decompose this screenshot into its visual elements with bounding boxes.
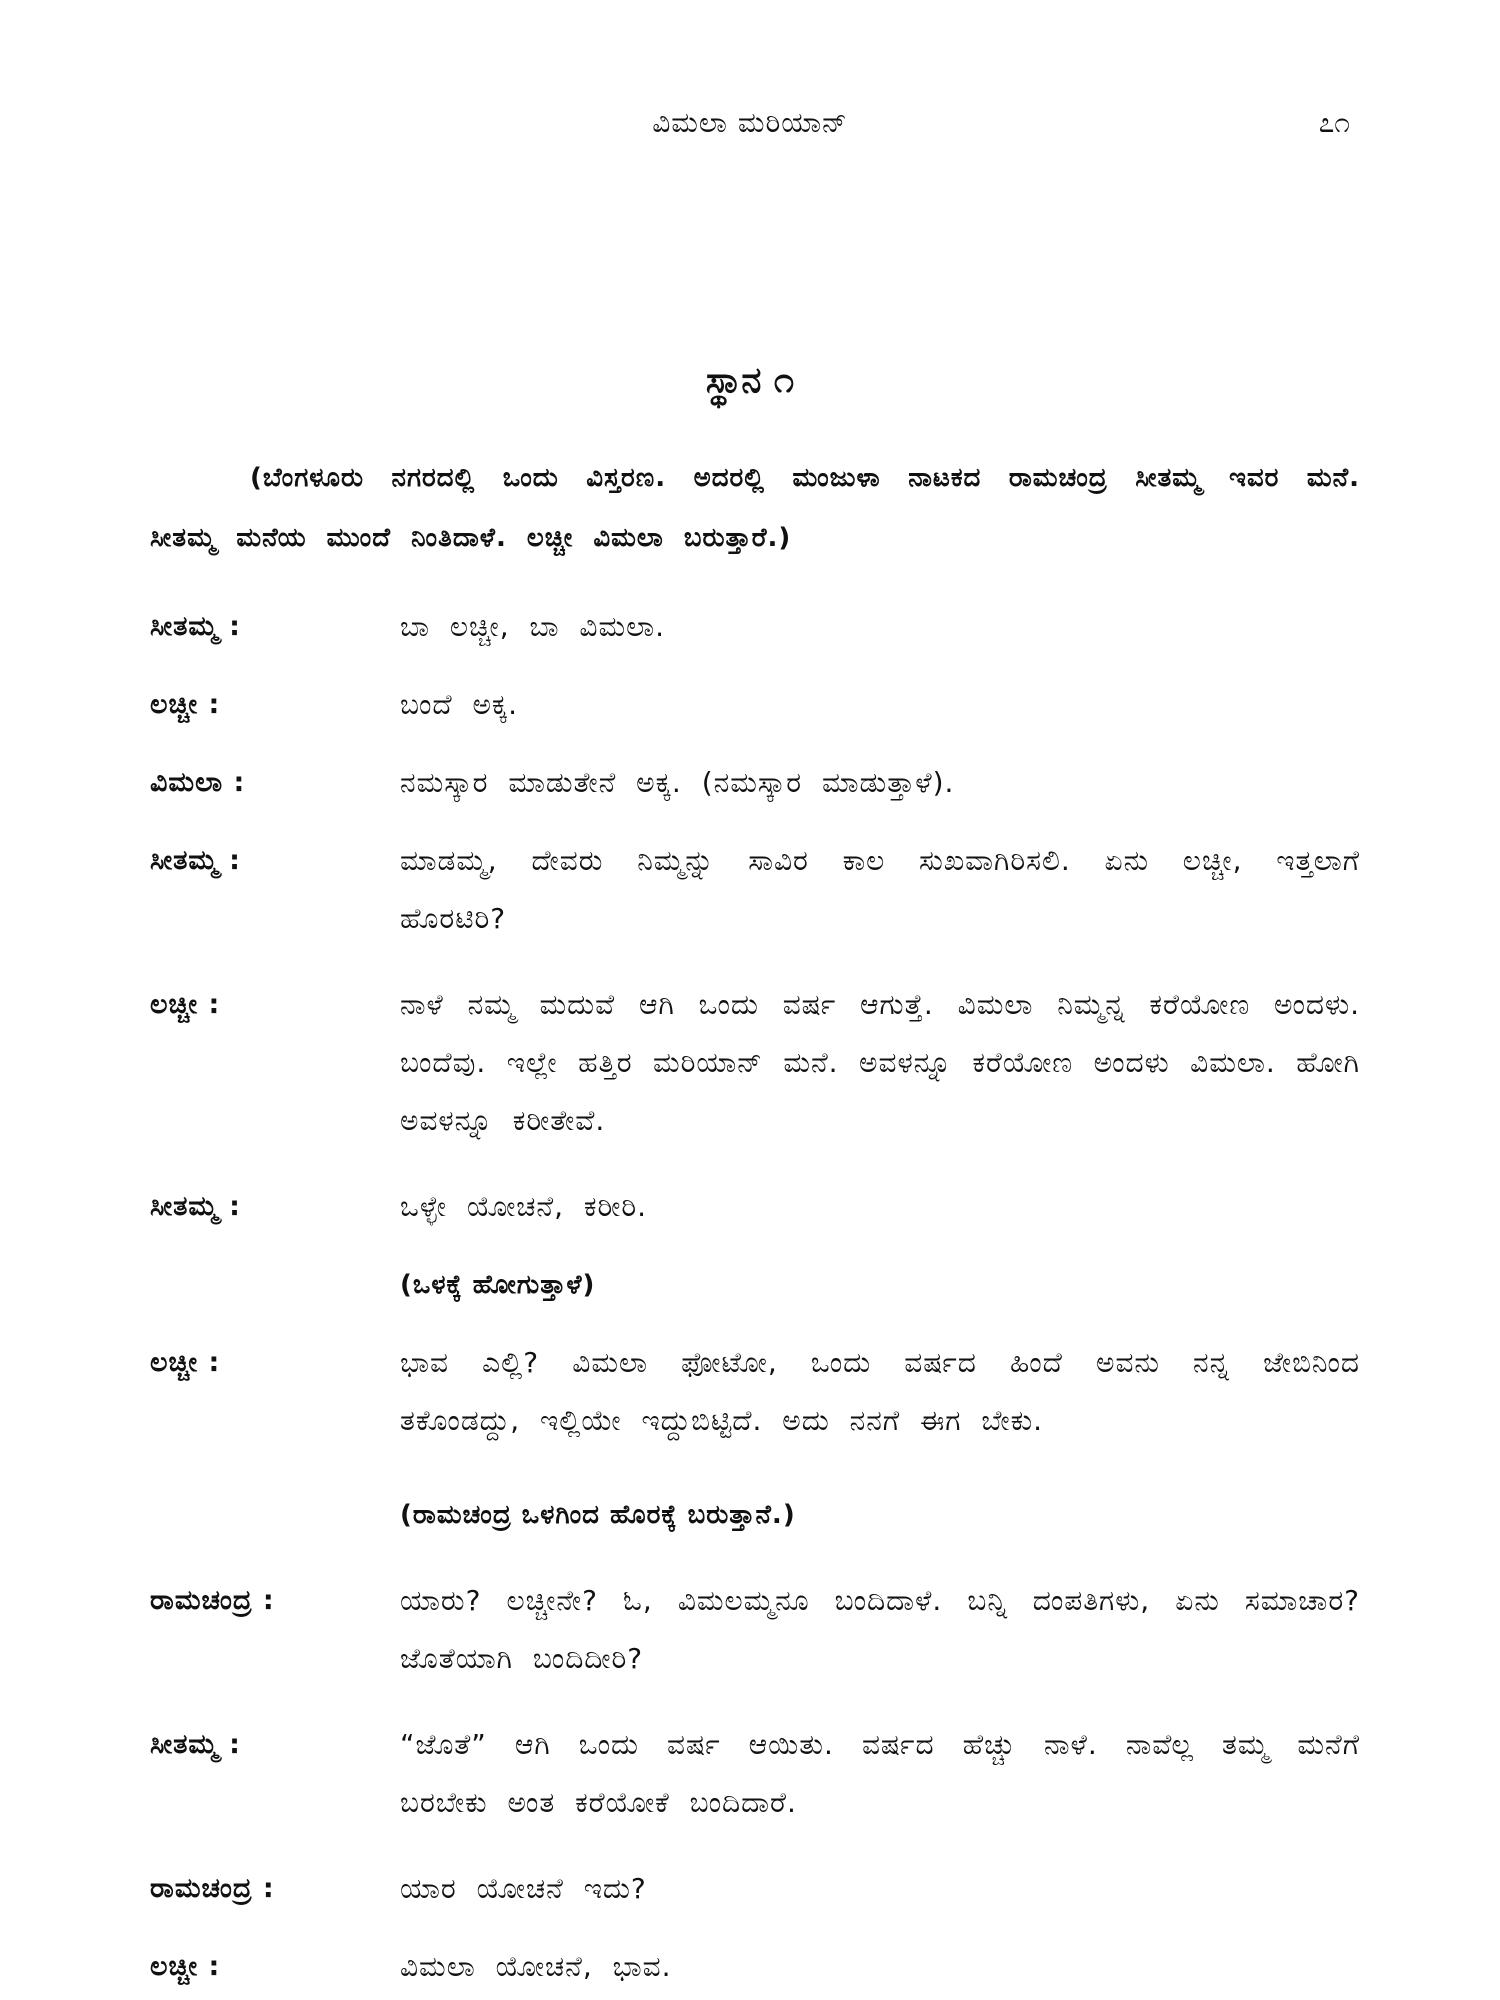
scene-title: ಸ್ಥಾನ ೧ xyxy=(705,360,795,401)
dialogue-row xyxy=(150,676,1360,734)
stage-direction-intro: (ಬೆಂಗಳೂರು ನಗರದಲ್ಲಿ ಒಂದು ವಿಸ್ತರಣ. ಅದರಲ್ಲಿ ಮಂಜುಳಾ ನಾಟಕದ ರಾಮಚಂದ್ರ ಸೀತಮ್ಮ ಇವರ ಮನೆ. ಸೀತಮ್ಮ ಮನೆಯ ಮುಂದೆ ನಿಂತಿದಾಳೆ. ಲಚ್ಚೀ ವಿಮಲಾ ಬರುತ್ತಾರೆ.) xyxy=(150,463,1360,553)
speaker-name: ರಾಮಚಂದ್ರ : xyxy=(150,1585,275,1616)
speaker-name: ರಾಮಚಂದ್ರ : xyxy=(150,1873,275,1904)
dialogue-row xyxy=(150,1938,1360,1996)
dialogue-line: ಬಂದೆ ಅಕ್ಕ. xyxy=(400,688,519,721)
dialogue-line: ಒಳ್ಳೇ ಯೋಚನೆ, ಕರೀರಿ. xyxy=(400,1190,648,1223)
dialogue-line: ನಮಸ್ಕಾರ ಮಾಡುತೇನೆ ಅಕ್ಕ. (ನಮಸ್ಕಾರ ಮಾಡುತ್ತಾಳೆ). xyxy=(400,766,955,799)
dialogue-line: ಯಾರ ಯೋಚನೆ ಇದು? xyxy=(400,1872,647,1905)
speaker-name: ಸೀತಮ್ಮ : xyxy=(150,611,241,642)
stage-direction: (ಒಳಕ್ಕೆ ಹೋಗುತ್ತಾಳೆ) xyxy=(400,1270,596,1300)
speaker-name: ಸೀತಮ್ಮ : xyxy=(150,1729,241,1760)
dialogue-row xyxy=(150,754,1360,812)
dialogue-line: ಯಾರು? ಲಚ್ಚೀನೇ? ಓ, ವಿಮಲಮ್ಮನೂ ಬಂದಿದಾಳೆ. ಬನ್ನಿ ದಂಪತಿಗಳು, ಏನು ಸಮಾಚಾರ? ಜೊತೆಯಾಗಿ ಬಂದಿದೀರಿ? xyxy=(400,1584,1360,1675)
dialogue-line: ಮಾಡಮ್ಮ, ದೇವರು ನಿಮ್ಮನ್ನು ಸಾವಿರ ಕಾಲ ಸುಖವಾಗಿರಿಸಲಿ. ಏನು ಲಚ್ಚೀ, ಇತ್ತಲಾಗೆ ಹೊರಟಿರಿ? xyxy=(400,844,1360,935)
running-header xyxy=(140,106,1360,146)
dialogue-line: ವಿಮಲಾ ಯೋಚನೆ, ಭಾವ. xyxy=(400,1950,672,1983)
dialogue-row xyxy=(150,1716,1360,1832)
dialogue-line: “ಜೊತೆ” ಆಗಿ ಒಂದು ವರ್ಷ ಆಯಿತು. ವರ್ಷದ ಹೆಚ್ಚು ನಾಳೆ. ನಾವೆಲ್ಲ ತಮ್ಮ ಮನೆಗೆ ಬರಬೇಕು ಅಂತ ಕರೆಯೋಕೆ ಬಂದಿದಾರೆ. xyxy=(400,1728,1360,1819)
speaker-name: ಲಚ್ಚೀ : xyxy=(150,1951,221,1982)
speaker-name: ಸೀತಮ್ಮ : xyxy=(150,1191,241,1222)
dialogue-row xyxy=(150,1572,1360,1688)
dialogue-line: ನಾಳೆ ನಮ್ಮ ಮದುವೆ ಆಗಿ ಒಂದು ವರ್ಷ ಆಗುತ್ತೆ. ವಿಮಲಾ ನಿಮ್ಮನ್ನ ಕರೆಯೋಣ ಅಂದಳು. ಬಂದೆವು. ಇಲ್ಲೇ ಹತ್ತಿರ ಮರಿಯಾನ್ ಮನೆ. ಅವಳನ್ನೂ ಕರೆಯೋಣ ಅಂದಳು ವಿಮಲಾ. ಹೋಗಿ ಅವಳನ್ನೂ ಕರೀತೇವೆ. xyxy=(400,988,1360,1137)
running-title: ವಿಮಲಾ ಮರಿಯಾನ್ xyxy=(652,106,848,139)
dialogue-row xyxy=(150,1860,1360,1918)
dialogue-line: ಭಾವ ಎಲ್ಲಿ? ವಿಮಲಾ ಫೋಟೋ, ಒಂದು ವರ್ಷದ ಹಿಂದೆ ಅವನು ನನ್ನ ಜೇಬಿನಿಂದ ತಕೊಂಡದ್ದು, ಇಲ್ಲಿಯೇ ಇದ್ದುಬಿಟ್ಟಿದೆ. ಅದು ನನಗೆ ಈಗ ಬೇಕು. xyxy=(400,1346,1360,1437)
speaker-name: ಲಚ್ಚೀ : xyxy=(150,1347,221,1378)
page-number: ೭೧ xyxy=(1318,106,1350,139)
dialogue-row xyxy=(150,1178,1360,1236)
dialogue xyxy=(150,598,1360,1996)
speaker-name: ಸೀತಮ್ಮ : xyxy=(150,845,241,876)
dialogue-row xyxy=(150,598,1360,656)
stage-direction: (ರಾಮಚಂದ್ರ ಒಳಗಿಂದ ಹೊರಕ್ಕೆ ಬರುತ್ತಾನೆ.) xyxy=(400,1500,796,1530)
dialogue-row xyxy=(150,976,1360,1150)
speaker-name: ಲಚ್ಚೀ : xyxy=(150,689,221,720)
speaker-name: ಲಚ್ಚೀ : xyxy=(150,989,221,1020)
dialogue-row xyxy=(150,1334,1360,1450)
speaker-name: ವಿಮಲಾ : xyxy=(150,767,246,798)
dialogue-row xyxy=(150,832,1360,948)
dialogue-line: ಬಾ ಲಚ್ಚೀ, ಬಾ ವಿಮಲಾ. xyxy=(400,610,666,643)
